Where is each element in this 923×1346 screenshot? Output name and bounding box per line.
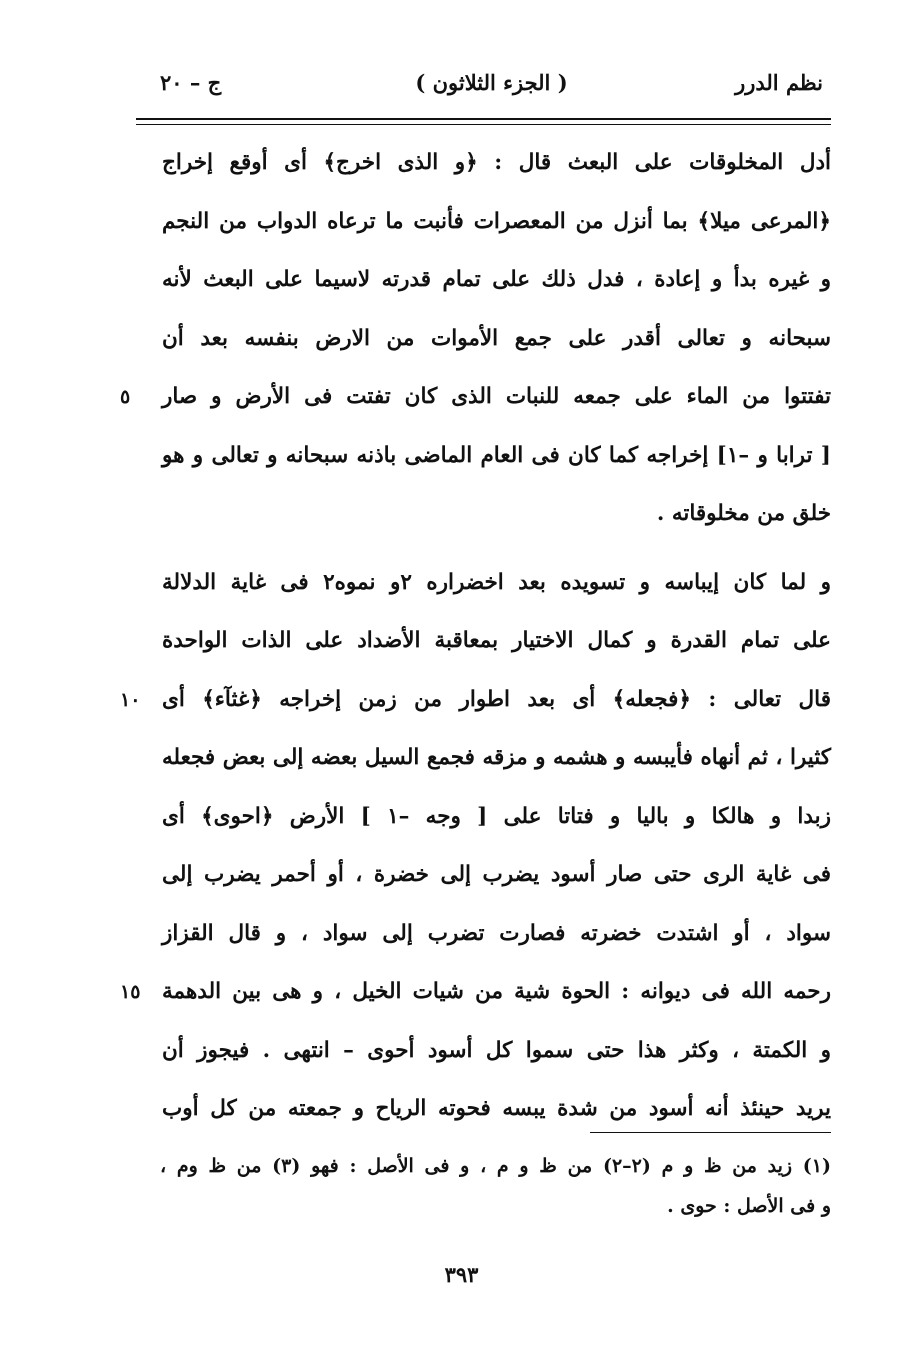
line-number: ١٥ — [120, 981, 141, 1003]
footnotes — [160, 1146, 831, 1226]
text-line: يريد حينئذ أنه أسود من شدة يبسه فحوته الرياح و جمعته من كل أوب — [162, 1096, 831, 1121]
page-number: ٣٩٣ — [444, 1262, 479, 1287]
text-line: قال تعالى : ﴿فجعله﴾ أى بعد اطوار من زمن إخراجه ﴿غثآء﴾ أى ١٠ — [120, 671, 831, 730]
text-line: ﴿المرعى ميلا﴾ بما أنزل من المعصرات فأنبت ما ترعاه الدواب من النجم — [162, 208, 831, 234]
running-head — [160, 70, 823, 110]
main-text — [120, 134, 831, 1139]
text-line: كثيرا ، ثم أنهاه فأيبسه و هشمه و مزقه فجمع السيل بعضه إلى بعض فجعله — [162, 745, 831, 770]
text-line: خلق من مخلوقاته . — [656, 501, 831, 526]
text-line: على تمام القدرة و كمال الاختيار بمعاقبة الأضداد على الذات الواحدة — [162, 628, 831, 653]
text-line: زبدا و هالكا و باليا و فتاتا على [ وجه –١ ] الأرض ﴿احوى﴾ أى — [162, 803, 832, 829]
text-line: أدل المخلوقات على البعث قال : ﴿و الذى اخرج﴾ أى أوقع إخراج — [162, 150, 831, 175]
line-number: ١٠ — [120, 688, 141, 711]
footnote-line: و فى الأصل : حوى . — [667, 1195, 831, 1217]
part-title: ( الجزء الثلاثون ) — [415, 70, 568, 95]
text-line: فى غاية الرى حتى صار أسود يضرب إلى خضرة ، أو أحمر يضرب إلى — [162, 862, 831, 887]
volume-marker: ج – ٢٠ — [160, 70, 222, 95]
line-number: ٥ — [120, 386, 131, 408]
text-line: و غيره بدأ و إعادة ، فدل ذلك على تمام قدرته لاسيما على البعث لأنه — [162, 267, 831, 292]
footnote-line: (١) زيد من ظ و م (٢–٢) من ظ و م ، و فى الأصل : فهو (٣) من ظ وم ، — [160, 1155, 831, 1177]
text-line: تفتتوا من الماء على جمعه للنبات الذى كان تفتت فى الأرض و صار ٥ — [120, 368, 831, 427]
text-line: [ ترابا و –١] إخراجه كما كان فى العام الماضى باذنه سبحانه و تعالى و هو — [162, 442, 831, 468]
text-line: سبحانه و تعالى أقدر على جمع الأموات من الارض بنفسه بعد أن — [162, 325, 831, 351]
header-rule-thin — [136, 124, 831, 125]
header-rule — [136, 118, 831, 120]
text-line: سواد ، أو اشتدت خضرته فصارت تضرب إلى سواد ، و قال القزاز — [162, 920, 831, 946]
footnote-rule — [590, 1132, 831, 1133]
text-line: و الكمتة ، وكثر هذا حتى سموا كل أسود أحوى – انتهى . فيجوز أن — [162, 1037, 831, 1063]
text-line: رحمه الله فى ديوانه : الحوة شية من شيات الخيل ، و هى بين الدهمة ١٥ — [120, 963, 831, 1022]
text-line: و لما كان إيباسه و تسويده بعد اخضراره ٢و نموه٢ فى غاية الدلالة — [162, 569, 831, 595]
book-title: نظم الدرر — [735, 70, 823, 95]
